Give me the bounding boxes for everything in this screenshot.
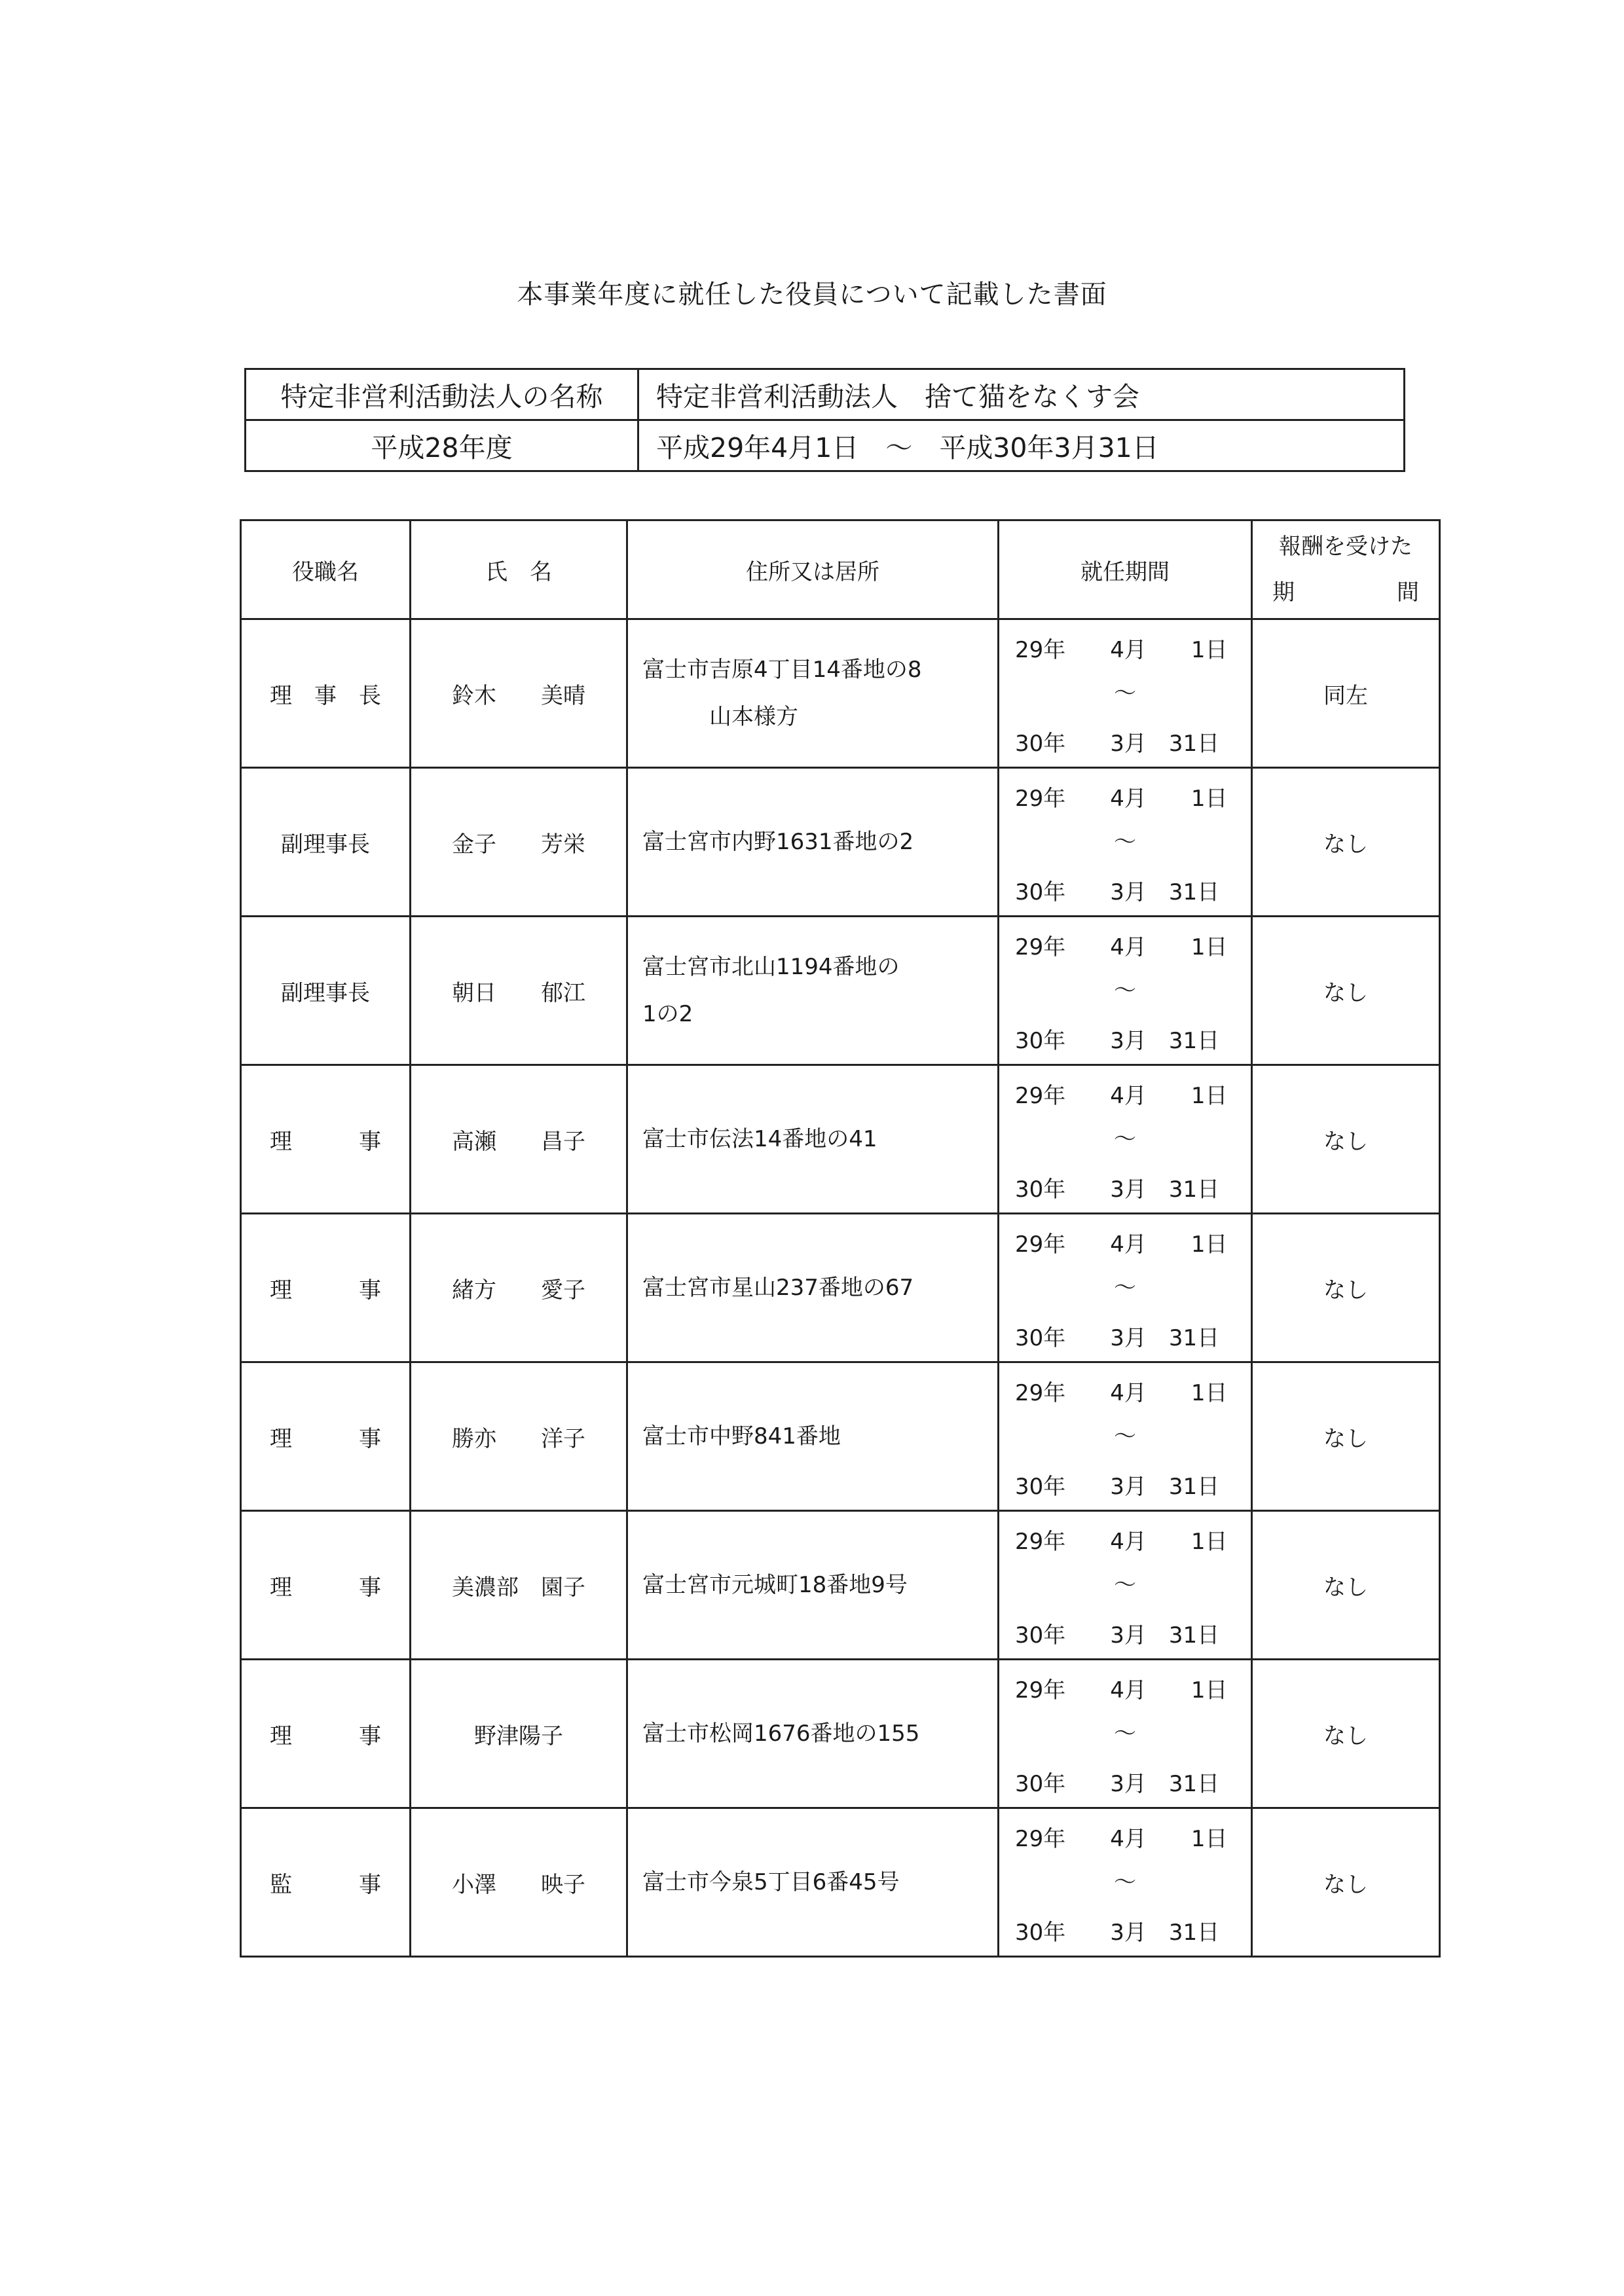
officer-row — [241, 1214, 1440, 1362]
term-end: 30年 3月 31日 — [1015, 879, 1220, 905]
column-address: 住所又は居所 — [627, 520, 999, 619]
officer-row — [241, 1660, 1440, 1808]
officer-compensation: なし — [1252, 1214, 1440, 1362]
term-tilde: ～ — [1114, 1721, 1136, 1747]
officer-address-line1: 富士市伝法14番地の41 — [642, 1126, 877, 1152]
organization-name-value: 特定非営利活動法人 捨て猫をなくす会 — [638, 369, 1405, 420]
column-compensation-line2b: 間 — [1397, 579, 1419, 606]
term-start: 29年 4月 1日 — [1015, 1231, 1228, 1258]
term-tilde: ～ — [1114, 1423, 1136, 1449]
officer-address — [627, 1065, 999, 1214]
officer-address — [627, 1660, 999, 1808]
officer-term — [999, 1511, 1252, 1660]
officer-term — [999, 1362, 1252, 1511]
term-start: 29年 4月 1日 — [1015, 786, 1228, 812]
officer-address — [627, 1808, 999, 1957]
term-start: 29年 4月 1日 — [1015, 1380, 1228, 1406]
term-end: 30年 3月 31日 — [1015, 1325, 1220, 1351]
officer-term — [999, 619, 1252, 768]
officer-row — [241, 917, 1440, 1065]
officer-role: 副理事長 — [241, 917, 411, 1065]
organization-info-table — [244, 368, 1405, 472]
officer-name: 野津陽子 — [411, 1660, 627, 1808]
officer-row — [241, 1808, 1440, 1957]
term-tilde: ～ — [1114, 829, 1136, 855]
officer-row — [241, 768, 1440, 917]
officer-name: 朝日 郁江 — [411, 917, 627, 1065]
term-end: 30年 3月 31日 — [1015, 1176, 1220, 1203]
officer-address — [627, 768, 999, 917]
officer-address — [627, 917, 999, 1065]
officer-role: 副理事長 — [241, 768, 411, 917]
officer-address-line1: 富士宮市元城町18番地9号 — [642, 1572, 908, 1598]
column-compensation-line1: 報酬を受けた — [1279, 534, 1412, 560]
term-tilde: ～ — [1114, 1275, 1136, 1301]
officer-address-line2: 1の2 — [642, 1001, 693, 1027]
officer-role: 理 事 — [241, 1065, 411, 1214]
officer-role: 理 事 — [241, 1660, 411, 1808]
officer-row — [241, 619, 1440, 768]
officers-table-header — [241, 520, 1440, 619]
officer-term — [999, 1660, 1252, 1808]
term-end: 30年 3月 31日 — [1015, 1771, 1220, 1797]
officer-address-line1: 富士宮市北山1194番地の — [642, 954, 900, 980]
organization-name-label: 特定非営利活動法人の名称 — [246, 369, 638, 420]
officer-role: 理 事 長 — [241, 619, 411, 768]
officer-name: 小澤 映子 — [411, 1808, 627, 1957]
term-tilde: ～ — [1114, 1126, 1136, 1152]
officer-term — [999, 768, 1252, 917]
fiscal-year-label: 平成28年度 — [246, 420, 638, 471]
officer-role: 理 事 — [241, 1214, 411, 1362]
term-start: 29年 4月 1日 — [1015, 1529, 1228, 1555]
column-role: 役職名 — [241, 520, 411, 619]
officer-address-line1: 富士市中野841番地 — [642, 1423, 841, 1449]
term-start: 29年 4月 1日 — [1015, 637, 1228, 663]
column-name: 氏 名 — [411, 520, 627, 619]
term-end: 30年 3月 31日 — [1015, 731, 1220, 757]
organization-name-row — [246, 369, 1405, 420]
officer-term — [999, 1214, 1252, 1362]
column-compensation-line2a: 期 — [1272, 579, 1295, 606]
officer-row — [241, 1065, 1440, 1214]
officer-term — [999, 917, 1252, 1065]
officer-compensation: なし — [1252, 1362, 1440, 1511]
term-tilde: ～ — [1114, 1869, 1136, 1895]
officer-name: 高瀬 昌子 — [411, 1065, 627, 1214]
column-compensation — [1252, 520, 1440, 619]
term-start: 29年 4月 1日 — [1015, 1826, 1228, 1852]
officer-address — [627, 1511, 999, 1660]
officer-address — [627, 1214, 999, 1362]
term-tilde: ～ — [1114, 680, 1136, 706]
officer-compensation: なし — [1252, 917, 1440, 1065]
officer-address-line2: 山本様方 — [642, 704, 798, 730]
term-start: 29年 4月 1日 — [1015, 1083, 1228, 1109]
officer-term — [999, 1065, 1252, 1214]
officer-address-line1: 富士市松岡1676番地の155 — [642, 1721, 920, 1747]
term-start: 29年 4月 1日 — [1015, 1677, 1228, 1704]
term-tilde: ～ — [1114, 977, 1136, 1004]
officer-address-line1: 富士市吉原4丁目14番地の8 — [642, 657, 922, 683]
document-title: 本事業年度に就任した役員について記載した書面 — [517, 280, 1107, 310]
officer-row — [241, 1511, 1440, 1660]
officer-compensation: 同左 — [1252, 619, 1440, 768]
officer-compensation: なし — [1252, 1660, 1440, 1808]
column-term: 就任期間 — [999, 520, 1252, 619]
officer-address-line1: 富士宮市星山237番地の67 — [642, 1275, 914, 1301]
term-end: 30年 3月 31日 — [1015, 1920, 1220, 1946]
officer-name: 美濃部 園子 — [411, 1511, 627, 1660]
officer-role: 監 事 — [241, 1808, 411, 1957]
officer-term — [999, 1808, 1252, 1957]
officer-compensation: なし — [1252, 1808, 1440, 1957]
fiscal-year-row — [246, 420, 1405, 471]
officer-role: 理 事 — [241, 1511, 411, 1660]
fiscal-period-value: 平成29年4月1日 ～ 平成30年3月31日 — [638, 420, 1405, 471]
officer-role: 理 事 — [241, 1362, 411, 1511]
officer-compensation: なし — [1252, 1065, 1440, 1214]
officer-name: 金子 芳栄 — [411, 768, 627, 917]
officer-compensation: なし — [1252, 768, 1440, 917]
officer-address — [627, 1362, 999, 1511]
term-end: 30年 3月 31日 — [1015, 1028, 1220, 1054]
officer-address-line1: 富士市今泉5丁目6番45号 — [642, 1869, 900, 1895]
officer-row — [241, 1362, 1440, 1511]
term-end: 30年 3月 31日 — [1015, 1474, 1220, 1500]
officers-table — [240, 519, 1441, 1958]
term-end: 30年 3月 31日 — [1015, 1622, 1220, 1649]
officer-address — [627, 619, 999, 768]
officer-address-line1: 富士宮市内野1631番地の2 — [642, 829, 914, 855]
officer-compensation: なし — [1252, 1511, 1440, 1660]
officer-name: 鈴木 美晴 — [411, 619, 627, 768]
officer-name: 勝亦 洋子 — [411, 1362, 627, 1511]
term-start: 29年 4月 1日 — [1015, 934, 1228, 960]
officer-name: 緒方 愛子 — [411, 1214, 627, 1362]
term-tilde: ～ — [1114, 1572, 1136, 1598]
